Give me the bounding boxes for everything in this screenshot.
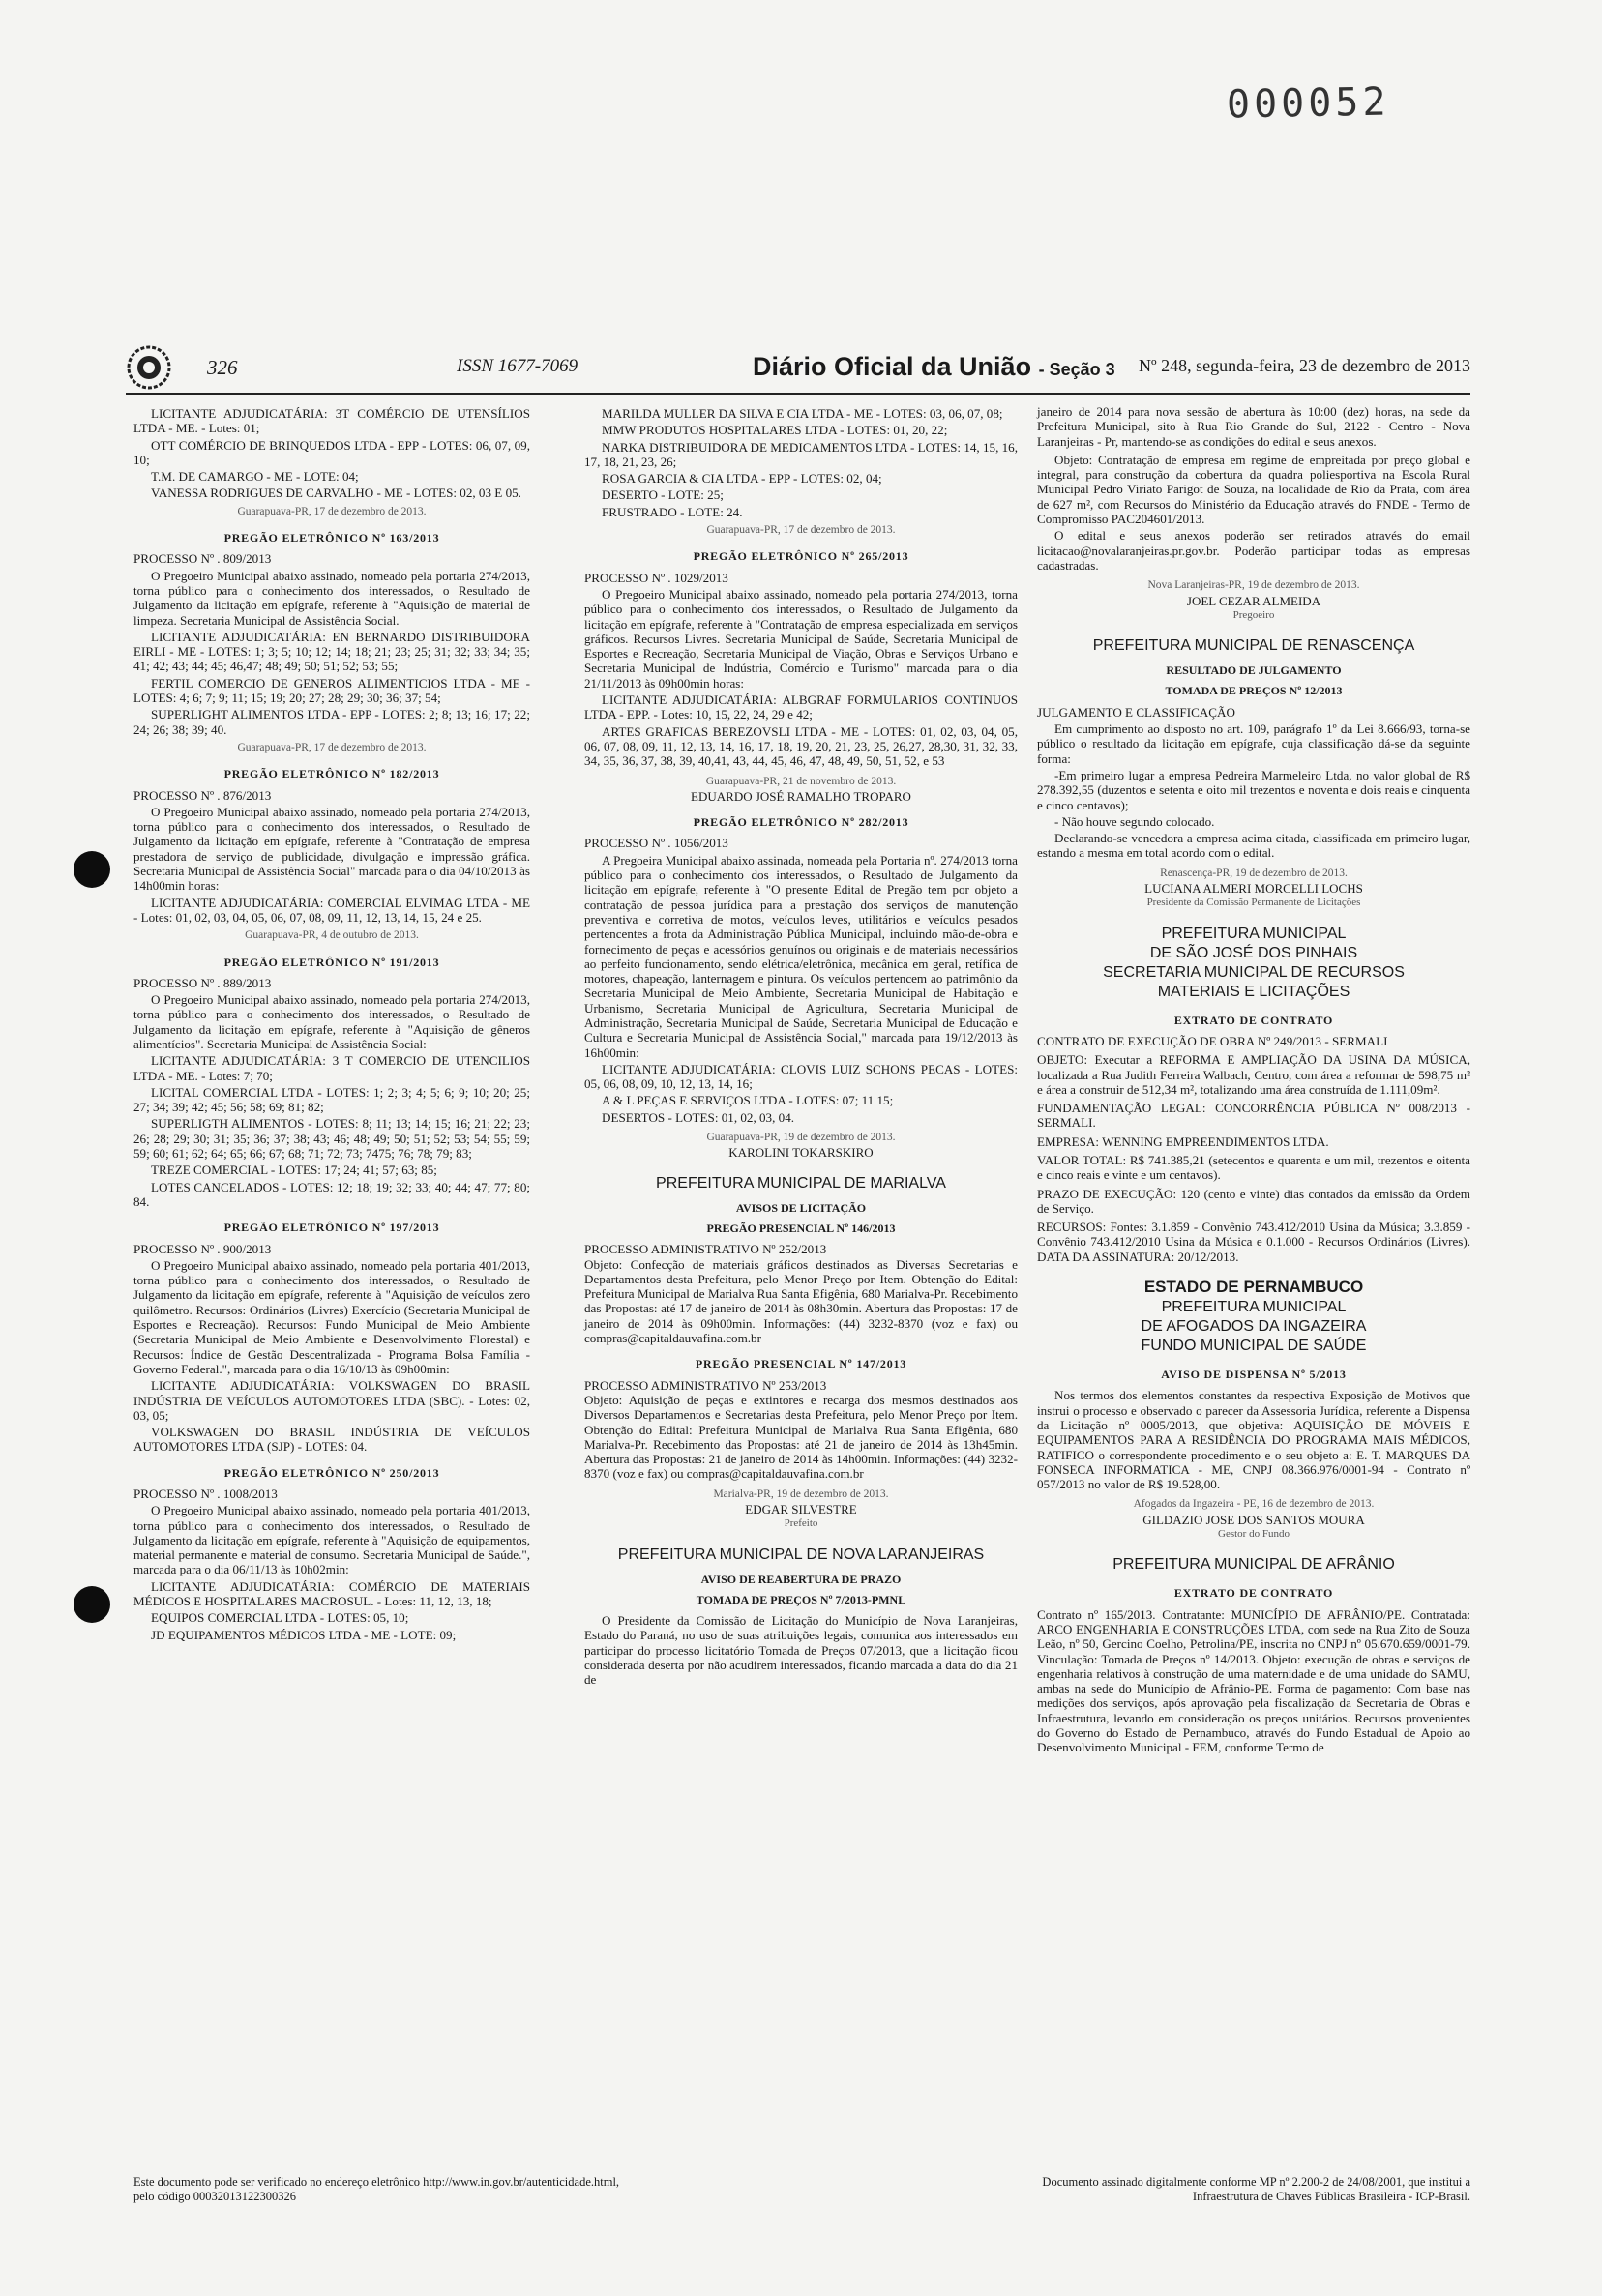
list-item: LICITANTE ADJUDICATÁRIA: COMERCIAL ELVIMAG LTDA - ME - Lotes: 01, 02, 03, 04, 05, 06, 07, 08, 09, 11, 12, 13, 14, 15, 24 e 25. [134,895,530,925]
list-item: LICITAL COMERCIAL LTDA - LOTES: 1; 2; 3; 4; 5; 6; 9; 10; 20; 25; 27; 34; 39; 42; 45; 56; 58; 69; 81; 82; [134,1084,530,1115]
signature-block [1037,867,1470,911]
org-line: PREFEITURA MUNICIPAL [1161,925,1347,942]
section-heading: PREGÃO ELETRÔNICO Nº 191/2013 [223,955,440,969]
section-heading: EXTRATO DE CONTRATO [1173,1013,1334,1027]
list-item: LICITANTE ADJUDICATÁRIA: COMÉRCIO DE MATERIAIS MÉDICOS E HOSPITALARES MACROSUL. - Lotes: 11, 12, 13, 18; [134,1578,530,1609]
org-line: PREFEITURA MUNICIPAL [1161,1299,1347,1316]
signature-block [1037,578,1470,623]
section-subheading: RESULTADO DE JULGAMENTO [1166,663,1342,678]
notice-body: O Pregoeiro Municipal abaixo assinado, nomeado pela portaria 274/2013, torna público para o conhecimento dos interessados, o Resultado de Julgamento da licitação em epígrafe, referente à "Contratação de empresa prestadora de serviço de publicidade, divulgação e impressão gráfica. Secretaria Municipal de Assistência Social" marcada para o dia 04/10/2013 às 14h00min horas: [134,804,530,894]
section-label: - Seção 3 [1038,360,1115,379]
list-item: VOLKSWAGEN DO BRASIL INDÚSTRIA DE VEÍCULOS AUTOMOTORES LTDA (SJP) - LOTES: 04. [134,1425,530,1455]
process-number: PROCESSO Nº . 1029/2013 [584,570,728,585]
notice-body: janeiro de 2014 para nova sessão de abertura às 10:00 (dez) horas, na sede da Prefeitura Municipal, sito à Rua Rio Grande do Sul, 2122 - Centro - Nova Laranjeiras - Pr, mantendo-se as condições do edital e seus anexos. [1037,404,1470,449]
signature-block [584,1487,1018,1532]
notice-body: - Não houve segundo colocado. [1054,813,1215,829]
notice-body: O Presidente da Comissão de Licitação do Município de Nova Laranjeiras, Estado do Paraná, no uso de suas atribuições legais, comunica aos interessados em participar do processo licitatório Tomada de Preços 07/2013, que a licitação ficou considerada deserta por não acudirem interessados, ficando marcada a data do dia 21 de [584,1613,1018,1688]
signer-role: Pregoeiro [1232,608,1275,621]
list-item: A & L PEÇAS E SERVIÇOS LTDA - LOTES: 07; 11 15; [602,1093,894,1108]
list-item: DESERTO - LOTE: 25; [602,487,724,503]
signer-name: EDUARDO JOSÉ RAMALHO TROPARO [691,788,911,804]
notice-body: -Em primeiro lugar a empresa Pedreira Marmeleiro Ltda, no valor global de R$ 278.392,55 (duzentos e setenta e oito mil trezentos e noventa e dois reais e cinquenta e cinco centavos); [1037,767,1470,812]
list-item: LOTES CANCELADOS - LOTES: 12; 18; 19; 32; 33; 40; 44; 47; 77; 80; 84. [134,1179,530,1209]
list-item: MARILDA MULLER DA SILVA E CIA LTDA - ME - LOTES: 03, 06, 07, 08; [602,406,1003,421]
contract-number: CONTRATO DE EXECUÇÃO DE OBRA Nº 249/2013 - SERMALI [1037,1033,1388,1048]
place-date: Marialva-PR, 19 de dezembro de 2013. [713,1487,889,1500]
section-subheading: TOMADA DE PREÇOS Nº 7/2013-PMNL [696,1592,906,1606]
punch-hole-bottom [74,1586,110,1623]
place-date: Nova Laranjeiras-PR, 19 de dezembro de 2013. [1147,579,1360,592]
place-date: Afogados da Ingazeira - PE, 16 de dezembro de 2013. [1133,1498,1375,1511]
column-3 [1037,404,1470,1759]
organization-title: PREFEITURA MUNICIPAL DE MARIALVA [656,1174,946,1192]
notice-body: O Pregoeiro Municipal abaixo assinado, nomeado pela portaria 274/2013, torna público para o conhecimento dos interessados, o Resultado de Julgamento da licitação em epígrafe, referente à "Aquisição de material de limpeza. Secretaria Municipal de Assistência Social. [134,568,530,628]
notice-body: A Pregoeira Municipal abaixo assinada, nomeada pela Portaria nº. 274/2013 torna público para o conhecimento dos interessados, o Resultado de Julgamento da licitação em epígrafe, referente à "O presente Edital de Pregão tem por objeto a contratação de pessoa jurídica para a prestação dos serviços de manutenção preventiva e corretiva de motos, veículos leves, utilitários e veículos pesados pertencentes a frota da Administração Pública Municipal, incluindo mão-de-obra e fornecimento de peças e acessórios genuínos ou originais e de materiais necessários ao perfeito funcionamento, sendo elétrica/eletrônica, mecânica em geral, retífica de motores, chapeação, lanternagem e pintura. Os veículos pertencem ao patrimônio da Secretaria Municipal de Meio Ambiente, Secretaria Municipal de Habitação e Urbanismo, Secretaria Municipal de Agricultura, Secretaria Municipal de Administração, Secretaria Municipal de Saúde, Secretaria Municipal de Educação e Cultura e Secretaria Municipal de Assistência Social," marcada para 19/12/2013 às 16h00min: [584,852,1018,1060]
section-heading: PREGÃO ELETRÔNICO Nº 163/2013 [223,531,440,545]
section-heading: AVISO DE DISPENSA Nº 5/2013 [1161,1368,1347,1382]
footer-line: Infraestrutura de Chaves Públicas Brasileira - ICP-Brasil. [1192,2190,1470,2203]
list-item: SUPERLIGHT ALIMENTOS LTDA - EPP - LOTES: 2; 8; 13; 16; 17; 22; 24; 26; 38; 39; 40. [134,707,530,737]
notice-body: Nos termos dos elementos constantes da respectiva Exposição de Motivos que instrui o processo e observado o parecer da Assessoria Jurídica, referente a Dispensa da Licitação nº 0005/2013, que objetiva: AQUISIÇÃO DE MÓVEIS E EQUIPAMENTOS PARA A RESIDÊNCIA DO PROGRAMA MAIS MÉDICOS, RATIFICO o correspondente procedimento e o seu objeto a: E. T. MARQUES DA FONSECA INFORMATICA - ME, CNPJ 08.366.976/0001-94 - Contrato nº 057/2013 no valor de R$ 19.528,00. [1037,1388,1470,1492]
process-number: PROCESSO Nº . 1008/2013 [134,1487,278,1501]
section-heading: EXTRATO DE CONTRATO [1173,1586,1334,1601]
list-item: LICITANTE ADJUDICATÁRIA: 3T COMÉRCIO DE UTENSÍLIOS LTDA - ME. - Lotes: 01; [134,406,530,436]
notice-body: Objeto: Confecção de materiais gráficos destinados as Diversas Secretarias e Departamentos desta Prefeitura, pelo Menor Preço por Item. Obtenção do Edital: Prefeitura Municipal de Marialva Rua Santa Efigênia, 680 Marialva-Pr. Recebimento das Propostas: até 17 de janeiro de 2014 às 08h30min. Abertura das Propostas: 17 de janeiro de 2014 às 09h00min. Informações: (44) 3232-8370 (voz e fax) ou compras@capitaldauvafina.com.br [584,1256,1018,1346]
notice-body: O Pregoeiro Municipal abaixo assinado, nomeado pela portaria 274/2013, torna público para o conhecimento dos interessados, o Resultado de Julgamento da licitação em epígrafe, referente à "Aquisição de gêneros alimentícios". Secretaria Municipal de Assistência Social: [134,992,530,1051]
notice-body: O Pregoeiro Municipal abaixo assinado, nomeado pela portaria 401/2013, torna público para o conhecimento dos interessados, o Resultado de Julgamento da licitação em epígrafe, referente à "Aquisição de veículos zero quilômetro. Recursos: Ordinários (Livres) Exercício (Secretaria Municipal de Esportes e Recreação). Recursos: Fundo Municipal de Meio Ambiente (Secretaria Municipal de Meio Ambiente e Desenvolvimento Florestal) e Recursos: Índice de Gestão Descentralizada - Programa Bolsa Família - Governo Federal.", marcada para o dia 16/10/13 às 09h00min: [134,1257,530,1376]
signature-block [1037,1497,1470,1542]
section-heading: PREGÃO ELETRÔNICO Nº 250/2013 [223,1465,440,1480]
section-heading: PREGÃO PRESENCIAL Nº 147/2013 [695,1357,907,1371]
signer-name: LUCIANA ALMERI MORCELLI LOCHS [1144,881,1363,897]
list-item: T.M. DE CAMARGO - ME - LOTE: 04; [151,469,359,485]
list-item: LICITANTE ADJUDICATÁRIA: ALBGRAF FORMULARIOS CONTINUOS LTDA - EPP. - Lotes: 10, 15, 22, 24, 29 e 42; [584,692,1018,722]
signer-name: EDGAR SILVESTRE [745,1502,857,1516]
contract-object: OBJETO: Executar a REFORMA E AMPLIAÇÃO DA USINA DA MÚSICA, localizada a Rua Judith Ferreira Walbach, Centro, com área a reformar de 598,75 m² e área a construir de 512,34 m², totalizando uma área construída de 1.111,09m². [1037,1052,1470,1097]
notice-body: Em cumprimento ao disposto no art. 109, parágrafo 1º da Lei 8.666/93, torna-se público o resultado da licitação em epígrafe, cuja classificação dá-se da seguinte forma: [1037,721,1470,766]
list-item: NARKA DISTRIBUIDORA DE MEDICAMENTOS LTDA - LOTES: 14, 15, 16, 17, 18, 21, 23, 26; [584,439,1018,469]
contract-resources: RECURSOS: Fontes: 3.1.859 - Convênio 743.412/2010 Usina da Música; 3.3.859 - Convênio 743.412/2010 Usina da Música e 0.1.000 - Recursos Ordinários (Livres). DATA DA ASSINATURA: 20/12/2013. [1037,1220,1470,1264]
list-item: EQUIPOS COMERCIAL LTDA - LOTES: 05, 10; [151,1610,409,1626]
notice-body: O edital e seus anexos poderão ser retirados através do email licitacao@novalaranjeiras.pr.gov.br. Poderão participar todas as empresas cadastradas. [1037,528,1470,573]
list-item: ARTES GRAFICAS BEREZOVSLI LTDA - ME - LOTES: 01, 02, 03, 04, 05, 06, 07, 08, 09, 11, 12, 13, 14, 16, 17, 18, 19, 20, 21, 23, 25, 26,27, 28,30, 31, 32, 33, 34, 35, 36, 37, 38, 39, 40,41, 43, 44, 45, 46, 47, 48, 49, 50, 51, 52, e 53 [584,723,1018,769]
signature-block [584,775,1018,805]
process-number: PROCESSO Nº . 809/2013 [134,551,272,567]
column-2 [584,404,1018,1690]
organization-title [1037,925,1470,1002]
list-item: LICITANTE ADJUDICATÁRIA: VOLKSWAGEN DO BRASIL INDÚSTRIA DE VEÍCULOS AUTOMOTORES LTDA (SBC). - Lotes: 02, 03, 05; [134,1378,530,1423]
signer-role: Gestor do Fundo [1218,1528,1290,1541]
contract-legal-basis: FUNDAMENTAÇÃO LEGAL: CONCORRÊNCIA PÚBLICA Nº 008/2013 - SERMALI. [1037,1101,1470,1131]
org-line: FUNDO MUNICIPAL DE SAÚDE [1141,1338,1367,1355]
list-item: OTT COMÉRCIO DE BRINQUEDOS LTDA - EPP - LOTES: 06, 07, 09, 10; [134,437,530,467]
signer-name: GILDAZIO JOSE DOS SANTOS MOURA [1142,1512,1365,1527]
section-subheading: TOMADA DE PREÇOS Nº 12/2013 [1165,684,1343,698]
place-date: Renascença-PR, 19 de dezembro de 2013. [1160,867,1348,879]
notice-body: O Pregoeiro Municipal abaixo assinado, nomeado pela portaria 274/2013, torna público para o conhecimento dos interessados, o Resultado de Julgamento da licitação em epígrafe, referente à "Contratação de empresa especializada em serviços gráficos. Recursos Livres. Secretaria Municipal de Saúde, Secretaria Municipal de Esportes e Recreação, Secretaria Municipal de Viação, Obras e Serviços Urbano e Secretaria Municipal de Indústria, Comércio e Turismo" marcada para o dia 21/11/2013 às 09h00min horas: [584,586,1018,691]
notice-body: Contrato nº 165/2013. Contratante: MUNICÍPIO DE AFRÂNIO/PE. Contratada: ARCO ENGENHARIA E CONSTRUÇÕES LTDA, com sede na Rua Zito de Souza Leão, nº 50, Gercino Coelho, Petrolina/PE, inscrita no CNPJ nº 05.670.659/0001-79. Vinculação: Tomada de Preços nº 14/2013. Objeto: execução de obras e serviços de engenharia relativos à construção de uma maternidade e de uma unidade do SAMU, ambas na sede do Município de Afrânio-PE. Forma de pagamento: Com base nas medições dos serviços, após aprovação pela fiscalização da Secretaria de Obras e Infraestrutura, levando em consideração os preços unitários. Recursos provenientes do Governo do Estado de Pernambuco, através do Fundo Estadual de Apoio ao Desenvolvimento Municipal - FEM, conforme Termo de [1037,1606,1470,1755]
list-item: MMW PRODUTOS HOSPITALARES LTDA - LOTES: 01, 20, 22; [602,423,948,438]
place-date: Guarapuava-PR, 17 de dezembro de 2013. [237,741,427,753]
org-line: DE AFOGADOS DA INGAZEIRA [1141,1318,1367,1336]
notice-body: Objeto: Contratação de empresa em regime de empreitada por preço global e integral, para construção da cobertura da quadra poliesportiva na Escola Rural Municipal Pedro Viriato Parigot de Souza, na localidade de Rio da Prata, com área de 627 m², com Recursos do Ministério da Educação através do FNDE - Termo de Compromisso PAC204601/2013. [1037,452,1470,527]
organization-title: PREFEITURA MUNICIPAL DE RENASCENÇA [1092,637,1415,655]
page-stamp: 000052 [1226,79,1390,128]
place-date: Guarapuava-PR, 21 de novembro de 2013. [705,775,897,787]
signer-name: KAROLINI TOKARSKIRO [728,1145,874,1161]
organization-title: PREFEITURA MUNICIPAL DE AFRÂNIO [1112,1556,1395,1574]
list-item: JD EQUIPAMENTOS MÉDICOS LTDA - ME - LOTE: 09; [151,1627,457,1642]
punch-hole-top [74,851,110,888]
list-item: VANESSA RODRIGUES DE CARVALHO - ME - LOTES: 02, 03 E 05. [151,486,521,501]
footer-verification [134,2175,830,2204]
notice-body: Objeto: Aquisição de peças e extintores e recarga dos mesmos destinados aos Diversos Departamentos e Secretarias desta Prefeitura, pelo Menor Preço por Item. Obtenção do Edital: Prefeitura Municipal de Marialva Rua Santa Efigênia, 680 Marialva-Pr. Recebimento das Propostas: até 21 de janeiro de 2014 às 13h45min. Abertura das Propostas: 21 de janeiro de 2014 às 14h00min. Informações: (44) 3232-8370 (voz e fax) ou compras@capitaldauvafina.com.br [584,1392,1018,1482]
list-item: ROSA GARCIA & CIA LTDA - EPP - LOTES: 02, 04; [602,471,882,486]
notice-body: O Pregoeiro Municipal abaixo assinado, nomeado pela portaria 401/2013, torna público para o conhecimento dos interessados, o Resultado de Julgamento da licitação em epígrafe, referente à "Aquisição de equipamentos, material permanente e material de consumo. Secretaria Municipal de Saúde.", marcada para o dia 06/11/13 às 10h02min: [134,1503,530,1577]
list-item: FERTIL COMERCIO DE GENEROS ALIMENTICIOS LTDA - ME - LOTES: 4; 6; 7; 9; 11; 15; 19; 20; 27; 28; 29; 30; 36; 37; 54; [134,675,530,706]
signer-role: Presidente da Comissão Permanente de Licitações [1146,897,1361,909]
org-line: ESTADO DE PERNAMBUCO [1143,1278,1364,1297]
page-number: 326 [207,356,238,379]
signature-block [584,1131,1018,1161]
org-line: MATERIAIS E LICITAÇÕES [1157,983,1350,1000]
page-header [126,344,1470,395]
column-1 [134,404,530,1644]
contract-term: PRAZO DE EXECUÇÃO: 120 (cento e vinte) dias contados da emissão da Ordem de Serviço. [1037,1186,1470,1216]
process-number: PROCESSO Nº . 876/2013 [134,787,272,803]
org-line: DE SÃO JOSÉ DOS PINHAIS [1149,944,1358,961]
signer-role: Prefeito [784,1517,818,1530]
list-item: TREZE COMERCIAL - LOTES: 17; 24; 41; 57; 63; 85; [151,1163,437,1178]
notice-title: JULGAMENTO E CLASSIFICAÇÃO [1037,704,1235,720]
process-number: PROCESSO Nº . 900/2013 [134,1241,272,1256]
place-date: Guarapuava-PR, 17 de dezembro de 2013. [237,505,427,517]
list-item: LICITANTE ADJUDICATÁRIA: EN BERNARDO DISTRIBUIDORA EIRLI - ME - LOTES: 1; 3; 5; 10; 12; 14; 18; 21; 23; 25; 31; 32; 33; 34; 35; 41; 42; 43; 44; 45; 46,47; 48; 49; 50; 51; 52; 53; 55; [134,629,530,674]
list-item: LICITANTE ADJUDICATÁRIA: 3 T COMERCIO DE UTENCILIOS LTDA - ME. - Lotes: 7; 70; [134,1053,530,1083]
contract-value: VALOR TOTAL: R$ 741.385,21 (setecentos e quarenta e um mil, trezentos e oitenta e cinco reais e vinte e um centavos). [1037,1152,1470,1183]
section-heading: PREGÃO ELETRÔNICO Nº 197/2013 [223,1221,440,1235]
list-item: FRUSTRADO - LOTE: 24. [602,504,743,519]
process-number: PROCESSO ADMINISTRATIVO Nº 252/2013 [584,1242,827,1257]
footer-line: Este documento pode ser verificado no endereço eletrônico http://www.in.gov.br/autenticidade.html, [134,2175,620,2189]
place-date: Guarapuava-PR, 4 de outubro de 2013. [245,929,419,942]
process-number: PROCESSO Nº . 1056/2013 [584,836,728,851]
section-heading: PREGÃO ELETRÔNICO Nº 265/2013 [693,549,909,564]
coat-of-arms-icon [126,344,172,391]
signer-name: JOEL CEZAR ALMEIDA [1186,593,1321,608]
notice-body: Declarando-se vencedora a empresa acima citada, classificada em primeiro lugar, estando a mesma em total acordo com o edital. [1037,831,1470,861]
section-heading: PREGÃO ELETRÔNICO Nº 182/2013 [223,767,440,781]
footer-line: Documento assinado digitalmente conforme MP nº 2.200-2 de 24/08/2001, que institui a [1042,2175,1470,2189]
footer-line: pelo código 00032013122300326 [134,2190,297,2203]
footer-signature-note [915,2175,1470,2204]
issue-date: Nº 248, segunda-feira, 23 de dezembro de 2013 [1139,356,1470,375]
contract-company: EMPRESA: WENNING EMPREENDIMENTOS LTDA. [1037,1133,1329,1149]
paper-title: Diário Oficial da União - Seção 3 [753,352,1115,381]
section-subheading: AVISO DE REABERTURA DE PRAZO [700,1572,902,1586]
section-subheading: PREGÃO PRESENCIAL Nº 146/2013 [706,1221,896,1235]
list-item: SUPERLIGTH ALIMENTOS - LOTES: 8; 11; 13; 14; 15; 16; 21; 22; 23; 26; 28; 29; 30; 31; 35; 36; 37; 38; 43; 46; 48; 49; 50; 51; 52; 53; 54; 55; 59; 59; 60; 61; 62; 64; 65; 66; 67; 68; 71; 72; 73; 7475; 76; 78; 79; 83; [134,1116,530,1162]
section-heading: PREGÃO ELETRÔNICO Nº 282/2013 [693,815,909,830]
process-number: PROCESSO Nº . 889/2013 [134,975,272,990]
list-item: DESERTOS - LOTES: 01, 02, 03, 04. [602,1109,795,1125]
place-date: Guarapuava-PR, 19 de dezembro de 2013. [706,1132,896,1144]
organization-title: PREFEITURA MUNICIPAL DE NOVA LARANJEIRAS [617,1545,985,1563]
process-number: PROCESSO ADMINISTRATIVO Nº 253/2013 [584,1377,827,1393]
section-subheading: AVISOS DE LICITAÇÃO [735,1200,867,1215]
list-item: LICITANTE ADJUDICATÁRIA: CLOVIS LUIZ SCHONS PECAS - LOTES: 05, 06, 08, 09, 10, 12, 13, 14, 16; [584,1061,1018,1092]
organization-title [1037,1278,1470,1356]
place-date: Guarapuava-PR, 17 de dezembro de 2013. [706,524,896,537]
issn: ISSN 1677-7069 [457,356,578,376]
org-line: SECRETARIA MUNICIPAL DE RECURSOS [1103,963,1405,981]
